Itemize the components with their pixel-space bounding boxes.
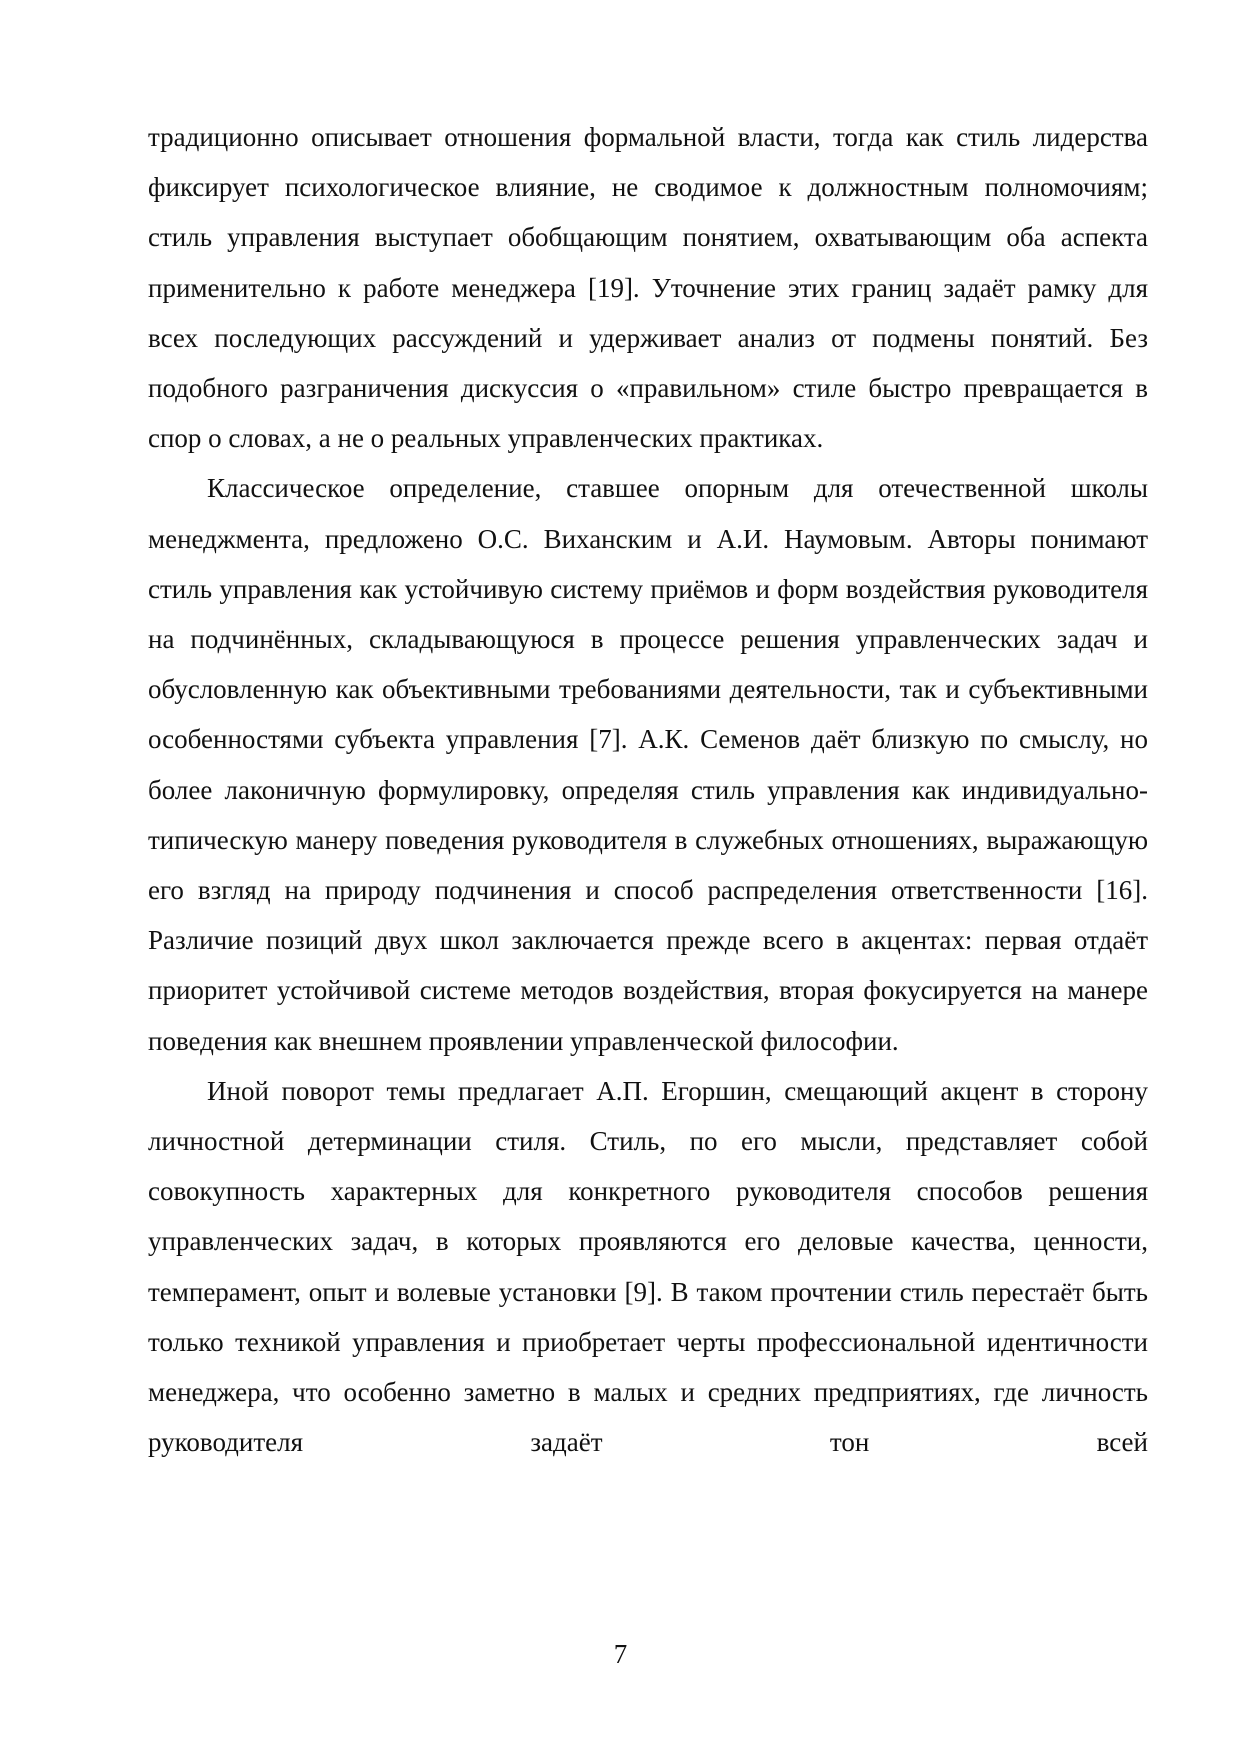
- body-text: [148, 112, 1148, 1467]
- paragraph-classic-definition: Классическое определение, ставшее опорным для отечественной школы менеджмента, предложено О.С. Виханским и А.И. Наумовым. Авторы понимают стиль управления как устойчивую систему приёмов и форм воздействия руководителя на подчинённых, складывающуюся в процессе решения управленческих задач и обусловленную как объективными требованиями деятельности, так и субъективными особенностями субъекта управления [7]. А.К. Семенов даёт близкую по смыслу, но более лаконичную формулировку, определяя стиль управления как индивидуально-типическую манеру поведения руководителя в служебных отношениях, выражающую его взгляд на природу подчинения и способ распределения ответственности [16]. Различие позиций двух школ заключается прежде всего в акцентах: первая отдаёт приоритет устойчивой системе методов воздействия, вторая фокусируется на манере поведения как внешнем проявлении управленческой философии.: [148, 473, 1148, 1056]
- page-number: 7: [613, 1639, 628, 1669]
- paragraph-egorshin: Иной поворот темы предлагает А.П. Егоршин, смещающий акцент в сторону личностной детерминации стиля. Стиль, по его мысли, представляет собой совокупность характерных для конкретного руководителя способов решения управленческих задач, в которых проявляются его деловые качества, ценности, темперамент, опыт и волевые установки [9]. В таком прочтении стиль перестаёт быть только техникой управления и приобретает черты профессиональной идентичности менеджера, что особенно заметно в малых и средних предприятиях, где личность руководителя задаёт тон всей: [148, 1075, 1148, 1458]
- paragraph-continuation: традиционно описывает отношения формальной власти, тогда как стиль лидерства фиксирует психологическое влияние, не сводимое к должностным полномочиям; стиль управления выступает обобщающим понятием, охватывающим оба аспекта применительно к работе менеджера [19]. Уточнение этих границ задаёт рамку для всех последующих рассуждений и удерживает анализ от подмены понятий. Без подобного разграничения дискуссия о «правильном» стиле быстро превращается в спор о словах, а не о реальных управленческих практиках.: [148, 122, 1148, 454]
